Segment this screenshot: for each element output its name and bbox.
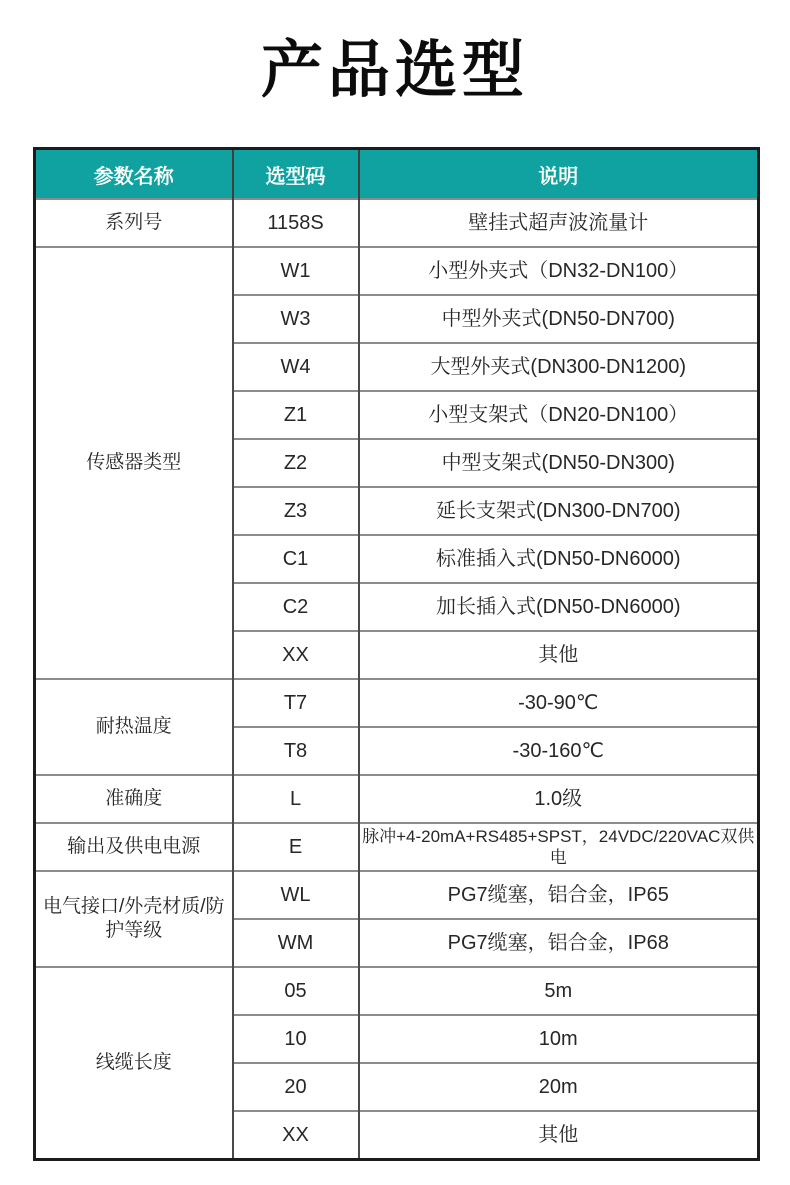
param-cell: 准确度	[35, 775, 233, 823]
code-cell: Z3	[233, 487, 359, 535]
desc-cell: 中型外夹式(DN50-DN700)	[359, 295, 759, 343]
desc-cell: 大型外夹式(DN300-DN1200)	[359, 343, 759, 391]
desc-cell: 中型支架式(DN50-DN300)	[359, 439, 759, 487]
desc-cell: 脉冲+4-20mA+RS485+SPST，24VDC/220VAC双供电	[359, 823, 759, 871]
table-row	[35, 871, 759, 919]
code-cell: 10	[233, 1015, 359, 1063]
code-cell: XX	[233, 1111, 359, 1160]
code-cell: W4	[233, 343, 359, 391]
code-cell: T8	[233, 727, 359, 775]
desc-cell: 壁挂式超声波流量计	[359, 199, 759, 247]
code-cell: WM	[233, 919, 359, 967]
page-title: 产品选型	[260, 36, 529, 105]
code-cell: Z1	[233, 391, 359, 439]
desc-cell: PG7缆塞，铝合金，IP68	[359, 919, 759, 967]
code-cell: W3	[233, 295, 359, 343]
table-row	[35, 823, 759, 871]
desc-cell: 小型外夹式（DN32-DN100）	[359, 247, 759, 295]
code-cell: C1	[233, 535, 359, 583]
table-row	[35, 199, 759, 247]
desc-cell: PG7缆塞，铝合金，IP65	[359, 871, 759, 919]
product-selection-table	[33, 147, 760, 1161]
code-cell: C2	[233, 583, 359, 631]
header-param-name: 参数名称	[35, 149, 233, 200]
code-cell: E	[233, 823, 359, 871]
desc-cell: 5m	[359, 967, 759, 1015]
desc-cell: 标准插入式(DN50-DN6000)	[359, 535, 759, 583]
desc-cell: 其他	[359, 631, 759, 679]
table-row	[35, 247, 759, 295]
code-cell: WL	[233, 871, 359, 919]
table-row	[35, 679, 759, 727]
desc-cell: 1.0级	[359, 775, 759, 823]
code-cell: 20	[233, 1063, 359, 1111]
desc-cell: 其他	[359, 1111, 759, 1160]
code-cell: 1158S	[233, 199, 359, 247]
code-cell: XX	[233, 631, 359, 679]
table-body	[35, 199, 759, 1160]
product-selection-table-wrap	[33, 147, 757, 1161]
desc-cell: -30-160℃	[359, 727, 759, 775]
desc-cell: -30-90℃	[359, 679, 759, 727]
param-cell: 线缆长度	[35, 967, 233, 1160]
desc-cell: 延长支架式(DN300-DN700)	[359, 487, 759, 535]
param-cell: 耐热温度	[35, 679, 233, 775]
code-cell: T7	[233, 679, 359, 727]
code-cell: Z2	[233, 439, 359, 487]
code-cell: W1	[233, 247, 359, 295]
param-cell: 电气接口/外壳材质/防护等级	[35, 871, 233, 967]
desc-cell: 小型支架式（DN20-DN100）	[359, 391, 759, 439]
table-header-row	[35, 149, 759, 200]
code-cell: 05	[233, 967, 359, 1015]
param-cell: 输出及供电电源	[35, 823, 233, 871]
desc-cell: 加长插入式(DN50-DN6000)	[359, 583, 759, 631]
header-description: 说明	[359, 149, 759, 200]
param-cell: 系列号	[35, 199, 233, 247]
desc-cell: 10m	[359, 1015, 759, 1063]
header-selection-code: 选型码	[233, 149, 359, 200]
code-cell: L	[233, 775, 359, 823]
table-row	[35, 967, 759, 1015]
param-cell: 传感器类型	[35, 247, 233, 679]
table-row	[35, 775, 759, 823]
desc-cell: 20m	[359, 1063, 759, 1111]
